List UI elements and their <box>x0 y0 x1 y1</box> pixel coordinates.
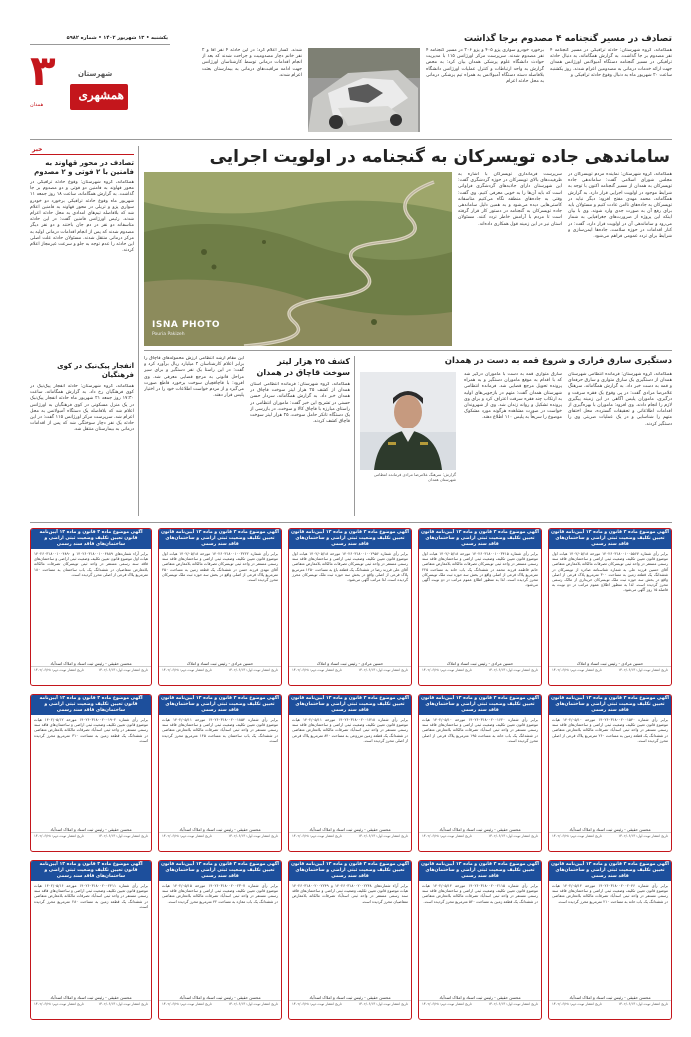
legal-notice <box>30 860 152 1020</box>
notice-date1: تاریخ انتشار نوبت اول: ۱۴۰۲/۰۶/۱۳ <box>358 668 408 672</box>
notice-heading: آگهی موضوع ماده ۳ قانون و ماده ۱۳ آیین‌نامه قانون تعیین تکلیف وضعیت ثبتی اراضی و ساختمان‌های فاقد سند رسمی <box>419 695 541 715</box>
notice-body: برابر رأی شماره ۱۴۰۲۶۰۳۱۸۰۰۲۰۰۱۵۴۰ مورخه ۱۴۰۲/۰۵/۱۰ هیات موضوع قانون تعیین تکلیف وضعیت ثبتی اراضی و ساختمان‌های فاقد سند رسمی مستقر در واحد ثبتی اسدآباد تصرفات مالکانه بلامعارض متقاضی در ششدانگ یک قطعه زمین به مساحت ۲۶۰ مترمربع پلاک فرعی از اصلی محرز گردیده است. <box>552 717 668 743</box>
notice-heading: آگهی موضوع ماده ۳ قانون و ماده ۱۳ آیین‌نامه قانون تعیین تکلیف وضعیت ثبتی اراضی و ساختمان‌های فاقد سند رسمی <box>419 529 541 549</box>
crash-photo <box>308 48 420 132</box>
sidebar-story2-title: انفجار پیک‌نیک در کوی فرهنگیان <box>57 362 134 379</box>
section-label: شهرستان <box>78 70 113 78</box>
legal-notice <box>30 694 152 852</box>
ads-rule <box>30 522 672 523</box>
top-story-col1: همگامانه، گروه شهرستان: حادثه ترافیکی در مسیر گنجنامه ۴ نفر مصدوم بر جا گذاشت. به گزارش همگامانه، به دنبال حادثه ترافیکی در مسیر گنجنامه دستگاه آمبولانس اورژانس همدان جهت ارائه خدمات درمانی به مصدومین اعزام شدند. روز یکشنبه ساعت ۲۰ شهریور ماه به دنبال وقوع حادثه ترافیکی و <box>550 48 672 78</box>
notice-dates <box>31 832 151 839</box>
notice-heading: آگهی موضوع ماده ۳ قانون و ماده ۱۳ آیین‌نامه قانون تعیین تکلیف وضعیت ثبتی اراضی و ساختمان‌های فاقد سند رسمی <box>159 529 281 549</box>
notice-date2: تاریخ انتشار نوبت دوم: ۱۴۰۲/۰۶/۲۸ <box>162 668 212 672</box>
notice-date1: تاریخ انتشار نوبت اول: ۱۴۰۲/۰۶/۱۳ <box>98 834 148 838</box>
notice-date1: تاریخ انتشار نوبت اول: ۱۴۰۲/۰۶/۱۳ <box>488 1002 538 1006</box>
legal-notice <box>418 694 542 852</box>
legal-notice <box>418 860 542 1020</box>
fuel-story <box>144 356 350 516</box>
logo-sub: همدان <box>30 102 44 108</box>
notice-body: برابر رأی شماره ۱۴۰۲۶۰۳۱۸۰۰۲۰۰۲۳۰۷ مورخه ۱۴۰۲/۰۵/۱۵ هیات موضوع قانون تعیین تکلیف وضعیت ثبتی اراضی و ساختمان‌های فاقد سند رسمی مستقر در واحد ثبتی اسدآباد تصرفات مالکانه بلامعارض متقاضی در ششدانگ یک باب مغازه به مساحت ۴۲ مترمربع محرز گردیده است. <box>162 883 278 904</box>
legal-notice <box>158 860 282 1020</box>
notice-heading: آگهی موضوع ماده ۳ قانون و ماده ۱۳ آیین‌نامه قانون تعیین تکلیف وضعیت ثبتی اراضی و ساختمان‌های فاقد سند رسمی <box>159 695 281 715</box>
arrest-story <box>360 356 672 516</box>
notice-signature: محسن حقیقی - رئیس ثبت اسناد و املاک اسدآباد <box>50 995 132 1000</box>
logo-text: همشهری <box>78 88 124 102</box>
notice-dates <box>289 666 411 673</box>
notice-dates <box>549 666 671 673</box>
lead-col2: سرپرست فرمانداری تویسرکان با اشاره به ظرفیت‌های بالای تویسرکان در حوزه گردشگری گفت: این شهرستان دارای جاذبه‌های گردشگری فراوانی است که باید آن‌ها را به خوبی معرفی کنیم. وی گفت: وقتی به جاده‌های منطقه نگاه می‌کنیم متاسفانه کاستی‌هایی دیده می‌شود و به همین دلیل ساماندهی جاده تویسرکان به گنجنامه در دستور کار قرار گرفته است تا مردم با آرامش خاطر تردد کنند. مسئولان استان نیز در این زمینه قول همکاری داده‌اند. <box>458 172 562 227</box>
legal-notice <box>288 860 412 1020</box>
notice-dates <box>419 666 541 673</box>
notice-date1: تاریخ انتشار نوبت اول: ۱۴۰۲/۰۶/۱۳ <box>228 668 278 672</box>
notice-dates <box>159 666 281 673</box>
legal-notice <box>418 528 542 686</box>
notice-heading: آگهی موضوع ماده ۳ قانون و ماده ۱۳ آیین‌نامه قانون تعیین تکلیف وضعیت ثبتی اراضی و ساختمان‌های فاقد سند رسمی <box>289 861 411 881</box>
notice-date2: تاریخ انتشار نوبت دوم: ۱۴۰۲/۰۶/۲۸ <box>422 1002 472 1006</box>
notice-dates <box>419 832 541 839</box>
legal-notice <box>158 528 282 686</box>
notice-body: برابر رأی شماره ۱۴۰۲۶۰۳۱۸۰۰۲۰۰۱۹۰۲ مورخه ۱۴۰۲/۰۵/۱۲ هیات موضوع قانون تعیین تکلیف وضعیت ثبتی اراضی و ساختمان‌های فاقد سند رسمی مستقر در واحد ثبتی اسدآباد تصرفات مالکانه بلامعارض متقاضی در ششدانگ یک قطعه زمین به مساحت ۳۱۰ مترمربع محرز گردیده است. <box>34 717 148 743</box>
legal-notice <box>30 528 152 686</box>
notice-signature: محسن حقیقی - رئیس ثبت اسناد و املاک اسدآباد <box>569 995 651 1000</box>
notice-date1: تاریخ انتشار نوبت اول: ۱۴۰۲/۰۶/۱۳ <box>488 668 538 672</box>
legal-notice <box>288 694 412 852</box>
fuel-text1: همگامانه، گروه شهرستان: فرمانده انتظامی استان همدان از کشف ۲۵ هزار لیتر سوخت قاچاق در همدان خبر داد. به گزارش همگامانه، سردار حسن حسنی در تشریح این خبر گفت: ماموران انتظامی در راستای مبارزه با قاچاق کالا و سوخت، در بازرسی از یک دستگاه تانکر حامل سوخت، ۲۵ هزار لیتر سوخت قاچاق کشف کردند. <box>250 382 350 425</box>
notice-signature: محسن حقیقی - رئیس ثبت اسناد و املاک اسدآباد <box>569 827 651 832</box>
sidebar-divider <box>138 146 139 516</box>
top-story-col3: شدند. گسار اعلام کرد: در این حادثه ۴ نفر آقا و ۲ نفر خانم دچار مصدومیت و جراحت شدند که بعد از انجام اقدامات درمانی توسط کارشناسان اورژانس جهت ادامه مراقبت‌های درمانی به بیمارستان بعثت اعزام شدند. <box>202 48 302 78</box>
notice-body: برابر آراء شماره‌های ۱۴۰۲۶۰۳۱۸۰۰۲۰۰۲۲۴۸ و ۱۴۰۲۶۰۳۱۸۰۰۲۰۰۲۲۴۹ هیات موضوع قانون تعیین تکلیف وضعیت ثبتی اراضی و ساختمان‌های فاقد سند رسمی مستقر در واحد ثبتی اسدآباد تصرفات مالکانه بلامعارض متقاضیان محرز گردیده است. <box>292 883 408 904</box>
notice-date1: تاریخ انتشار نوبت اول: ۱۴۰۲/۰۶/۱۳ <box>228 834 278 838</box>
notice-heading: آگهی موضوع ماده ۳ قانون و ماده ۱۳ آیین‌نامه قانون تعیین تکلیف وضعیت ثبتی اراضی و ساختمان‌های فاقد سند رسمی <box>549 861 671 881</box>
arrest-divider <box>354 356 355 516</box>
notice-signature: محسن حقیقی - رئیس ثبت اسناد و املاک اسدآباد <box>50 827 132 832</box>
crash-photo-image <box>308 48 420 132</box>
notice-date2: تاریخ انتشار نوبت دوم: ۱۴۰۲/۰۶/۲۸ <box>162 1002 212 1006</box>
notice-date2: تاریخ انتشار نوبت دوم: ۱۴۰۲/۰۶/۲۸ <box>552 668 602 672</box>
sidebar-tag-label: خبر <box>32 146 43 153</box>
notice-heading: آگهی موضوع ماده ۳ قانون و ماده ۱۳ آیین‌نامه قانون تعیین تکلیف وضعیت ثبتی اراضی و ساختمان‌های فاقد سند رسمی <box>159 861 281 881</box>
notice-date1: تاریخ انتشار نوبت اول: ۱۴۰۲/۰۶/۱۳ <box>618 1002 668 1006</box>
arrest-title: دستگیری سارق فراری و شروع قمه به دست در همدان <box>444 356 672 366</box>
notice-dates <box>549 832 671 839</box>
officer-photo-image <box>360 372 456 470</box>
notice-body: برابر رأی شماره ۱۴۰۲۶۰۳۱۸۰۰۲۰۰۱۷۱۸ مورخه ۱۴۰۲/۰۵/۱۱ هیات موضوع قانون تعیین تکلیف وضعیت ثبتی اراضی و ساختمان‌های فاقد سند رسمی مستقر در واحد ثبتی اسدآباد تصرفات مالکانه بلامعارض متقاضی در ششدانگ یک قطعه زمین مزروعی به مساحت ۸۴۰ مترمربع پلاک فرعی از اصلی محرز گردیده است. <box>292 717 408 743</box>
notice-date1: تاریخ انتشار نوبت اول: ۱۴۰۲/۰۶/۱۳ <box>98 1002 148 1006</box>
notice-signature: محسن حقیقی - رئیس ثبت اسناد و املاک اسدآباد <box>50 661 132 666</box>
notice-heading: آگهی موضوع ماده ۳ قانون و ماده ۱۳ آیین‌نامه قانون تعیین تکلیف وضعیت ثبتی اراضی و ساختمان‌های فاقد سند رسمی <box>31 529 151 549</box>
sidebar-tag <box>30 146 134 155</box>
arrest-text2: سارق متواری قمه به دست با ماموران درگیر شد که با اقدام به موقع ماموران دستگیر و به همراه پرونده تحویل مرجع قضایی شد. فرمانده انتظامی شهرستان همدان گفت: متهم در بازجویی‌های اولیه به ارتکاب چند فقره سرقت اعتراف کرد و برای وی پرونده تشکیل و روانه زندان شد. وی از شهروندان خواست در صورت مشاهده هرگونه مورد مشکوک موضوع را سریعاً به پلیس ۱۱۰ اطلاع دهند. <box>464 372 562 421</box>
notice-body: برابر رأی شماره ۱۴۰۲۶۰۳۱۸۰۰۱۰۰۵۵۶۷ مورخه ۱۴۰۲/۰۵/۱۸ هیات اول موضوع قانون تعیین تکلیف وضعیت ثبتی اراضی و ساختمان‌های فاقد سند رسمی مستقر در واحد ثبتی تویسرکان تصرفات مالکانه بلامعارض متقاضی آقای حسین فرزند علی به شماره شناسنامه صادره از تویسرکان در ششدانگ یک قطعه زمین به مساحت ۳۰۰ مترمربع پلاک فرعی از اصلی واقع در بخش سه حوزه ثبت ملک تویسرکان خریداری از مالک رسمی محرز گردیده است. لذا به منظور اطلاع عموم مراتب در دو نوبت به فاصله ۱۵ روز آگهی می‌شود. <box>552 551 669 593</box>
notice-dates <box>31 666 151 673</box>
logo <box>70 84 128 110</box>
masthead-rule <box>30 139 672 140</box>
notice-heading: آگهی موضوع ماده ۳ قانون و ماده ۱۳ آیین‌نامه قانون تعیین تکلیف وضعیت ثبتی اراضی و ساختمان‌های فاقد سند رسمی <box>31 861 151 881</box>
notice-heading: آگهی موضوع ماده ۳ قانون و ماده ۱۳ آیین‌نامه قانون تعیین تکلیف وضعیت ثبتی اراضی و ساختمان‌های فاقد سند رسمی <box>289 529 411 549</box>
lead-story <box>144 146 672 346</box>
notice-heading: آگهی موضوع ماده ۳ قانون و ماده ۱۳ آیین‌نامه قانون تعیین تکلیف وضعیت ثبتی اراضی و ساختمان‌های فاقد سند رسمی <box>549 529 671 549</box>
notice-dates <box>419 1000 541 1007</box>
notice-date1: تاریخ انتشار نوبت اول: ۱۴۰۲/۰۶/۱۳ <box>488 834 538 838</box>
legal-notice <box>288 528 412 686</box>
notice-body: برابر رأی شماره ۱۴۰۲۶۰۳۱۸۰۰۲۰۰۲۱۱۵ مورخه ۱۴۰۲/۰۵/۱۴ هیات موضوع قانون تعیین تکلیف وضعیت ثبتی اراضی و ساختمان‌های فاقد سند رسمی مستقر در واحد ثبتی اسدآباد تصرفات مالکانه بلامعارض متقاضی در ششدانگ یک قطعه زمین به مساحت ۵۲۰ مترمربع محرز گردیده است. <box>422 883 538 904</box>
notice-signature: حسین مرادی - رئیس ثبت اسناد و املاک <box>186 661 254 666</box>
photo-credit: Pouria Pakizeh <box>152 332 185 337</box>
arrest-text1: همگامانه، گروه شهرستان: فرمانده انتظامی شهرستان همدان از دستگیری یک سارق متواری و سارق حرفه‌ای و قمه به دست خبر داد. به گزارش همگامانه، سرهنگ غلامرضا مرادی گفت: در پی وقوع یک فقره سرقت و درگیری، ماموران پلیس آگاهی در این زمینه پیگیری لازم را انجام دادند. وی افزود: ماموران با بهره‌گیری از اقدامات اطلاعاتی و تحقیقات گسترده، محل اختفای متهم را شناسایی و در یک عملیات ضربتی وی را دستگیر کردند. <box>568 372 672 427</box>
notice-body: برابر رأی شماره ۱۴۰۲۶۰۳۱۸۰۰۲۰۰۲۰۴۶ مورخه ۱۴۰۲/۰۵/۱۴ هیات موضوع قانون تعیین تکلیف وضعیت ثبتی اراضی و ساختمان‌های فاقد سند رسمی مستقر در واحد ثبتی اسدآباد تصرفات مالکانه بلامعارض متقاضی در ششدانگ یک باب خانه به مساحت ۲۱۰ مترمربع محرز گردیده است. <box>552 883 668 904</box>
notice-date1: تاریخ انتشار نوبت اول: ۱۴۰۲/۰۶/۱۳ <box>358 834 408 838</box>
lead-title: ساماندهی جاده تویسرکان به گنجنامه در اولویت اجرایی <box>209 147 670 167</box>
notice-body: برابر رأی شماره ۱۴۰۲۶۰۳۱۸۰۰۲۰۰۱۶۲۰ مورخه ۱۴۰۲/۰۵/۱۰ هیات موضوع قانون تعیین تکلیف وضعیت ثبتی اراضی و ساختمان‌های فاقد سند رسمی مستقر در واحد ثبتی اسدآباد تصرفات مالکانه بلامعارض متقاضی در ششدانگ یک باب خانه به مساحت ۱۹۵ مترمربع پلاک فرعی از اصلی محرز گردیده است. <box>422 717 538 743</box>
sidebar <box>30 146 134 516</box>
notice-body: برابر رأی شماره ۱۴۰۲۶۰۳۱۸۰۰۲۰۰۱۸۵۴ مورخه ۱۴۰۲/۰۵/۱۱ هیات موضوع قانون تعیین تکلیف وضعیت ثبتی اراضی و ساختمان‌های فاقد سند رسمی مستقر در واحد ثبتی اسدآباد تصرفات مالکانه بلامعارض متقاضی در ششدانگ یک باب ساختمان به مساحت ۱۴۵ مترمربع محرز گردیده است. <box>162 717 278 743</box>
sidebar-story1-title: تصادف در محور قهاوند به فامنین با ۲ فوتی و ۲ مصدوم <box>34 159 134 176</box>
sidebar-story1-text: همگامانه، گروه شهرستان: وقوع حادثه ترافیکی در محور قهاوند به فامنین دو فوتی و دو مصدوم بر جا گذاشت. به گزارش همگامانه، ساعت ۱۸ روز جمعه ۱۱ شهریور ماه وقوع حادثه ترافیکی برخورد دو خودرو سواری پژو و تریلی در محور قهاوند به فامنین اعلام شد که بلافاصله تیم‌های امدادی به محل حادثه اعزام شدند. رئیس اورژانس فامنین گفت: در این حادثه متاسفانه دو نفر در دم جان باختند و دو نفر دیگر مصدوم شدند که پس از انجام اقدامات درمانی اولیه به مرکز درمانی منتقل شدند. مسئولان حادثه علت اصلی این حادثه را عدم توجه به جلو و سرعت غیرمجاز اعلام کردند. <box>30 180 134 254</box>
notice-date1: تاریخ انتشار نوبت اول: ۱۴۰۲/۰۶/۱۳ <box>358 1002 408 1006</box>
notice-date2: تاریخ انتشار نوبت دوم: ۱۴۰۲/۰۶/۲۸ <box>292 834 342 838</box>
notice-date2: تاریخ انتشار نوبت دوم: ۱۴۰۲/۰۶/۲۸ <box>34 1002 84 1006</box>
notice-date1: تاریخ انتشار نوبت اول: ۱۴۰۲/۰۶/۱۳ <box>228 1002 278 1006</box>
notice-heading: آگهی موضوع ماده ۳ قانون و ماده ۱۳ آیین‌نامه قانون تعیین تکلیف وضعیت ثبتی اراضی و ساختمان‌های فاقد سند رسمی <box>419 861 541 881</box>
notice-body: برابر آراء شماره‌های ۱۴۰۲۶۰۳۱۸۰۰۱۰۰۴۸۸۹ و ۱۴۰۲۶۰۳۱۸۰۰۱۰۰۴۸۹۰ هیات اول موضوع قانون تعیین تکلیف وضعیت ثبتی اراضی و ساختمان‌های فاقد سند رسمی مستقر در واحد ثبتی تویسرکان تصرفات مالکانه بلامعارض متقاضیان در ششدانگ یک باب ساختمان به مساحت ۱۸۰ مترمربع پلاک فرعی از اصلی محرز گردیده است. <box>34 551 148 577</box>
notice-date2: تاریخ انتشار نوبت دوم: ۱۴۰۲/۰۶/۲۸ <box>422 834 472 838</box>
notice-date1: تاریخ انتشار نوبت اول: ۱۴۰۲/۰۶/۱۳ <box>98 668 148 672</box>
date-line: یکشنبه • ۱۳ شهریور ۱۴۰۲ • شماره ۵۹۸۲ <box>66 35 168 41</box>
notice-date2: تاریخ انتشار نوبت دوم: ۱۴۰۲/۰۶/۲۸ <box>552 1002 602 1006</box>
page-number: ۳ <box>30 46 56 95</box>
top-story-title: تصادف در مسیر گنجنامه ۴ مصدوم برجا گذاشت <box>464 34 672 44</box>
notice-dates <box>31 1000 151 1007</box>
officer-photo <box>360 372 456 470</box>
notice-signature: حسین مرادی - رئیس ثبت اسناد و املاک <box>446 661 514 666</box>
photo-watermark: ISNA PHOTO <box>152 320 221 330</box>
legal-notice <box>158 694 282 852</box>
notice-signature: محسن حقیقی - رئیس ثبت اسناد و املاک اسدآباد <box>309 995 391 1000</box>
officer-caption: گزارش: سرهنگ غلامرضا مرادی فرمانده انتظامی شهرستان همدان <box>373 472 456 482</box>
top-story-col2: برخورد خودرو سواری پژو ۴۰۵ و پژو ۲۰۶ در مسیر گنجنامه ۴ نفر مصدوم شدند. سرپرست مرکز اورژانس ۱۱۵ با مدیریت حوادث دانشگاه علوم پزشکی همدان بیان کرد: به محض گزارش به واحد ارتباطات و کنترل عملیات اورژانس دانشگاه بلافاصله دسته دستگاه آمبولانس به همراه تیم پزشکی درمانی به محل حادثه اعزام <box>426 48 544 85</box>
notice-heading: آگهی موضوع ماده ۳ قانون و ماده ۱۳ آیین‌نامه قانون تعیین تکلیف وضعیت ثبتی اراضی و ساختمان‌های فاقد سند رسمی <box>289 695 411 715</box>
fuel-text2: این مقام ارشد انتظامی ارزش محموله‌های قاچاق را برابر اعلام کارشناسان ۲ میلیارد ریال برآورد کرد و گفت: در این راستا یک نفر دستگیر و برای سیر مراحل قانونی به مرجع قضایی معرفی شد. وی افزود: با قاچاقچیان سوخت برخورد قاطع صورت می‌گیرد و از مردم خواست اطلاعات خود را در اختیار پلیس قرار دهند. <box>144 356 244 399</box>
notice-signature: محسن حقیقی - رئیس ثبت اسناد و املاک اسدآباد <box>309 827 391 832</box>
notice-date2: تاریخ انتشار نوبت دوم: ۱۴۰۲/۰۶/۲۸ <box>34 668 84 672</box>
lead-rule <box>144 350 672 351</box>
notice-date2: تاریخ انتشار نوبت دوم: ۱۴۰۲/۰۶/۲۸ <box>34 834 84 838</box>
notice-date2: تاریخ انتشار نوبت دوم: ۱۴۰۲/۰۶/۲۸ <box>552 834 602 838</box>
notice-date2: تاریخ انتشار نوبت دوم: ۱۴۰۲/۰۶/۲۸ <box>292 668 342 672</box>
notice-signature: حسین مرادی - رئیس ثبت اسناد و املاک <box>316 661 384 666</box>
notice-signature: محسن حقیقی - رئیس ثبت اسناد و املاک اسدآباد <box>179 995 261 1000</box>
notice-heading: آگهی موضوع ماده ۳ قانون و ماده ۱۳ آیین‌نامه قانون تعیین تکلیف وضعیت ثبتی اراضی و ساختمان‌های فاقد سند رسمی <box>31 695 151 715</box>
notice-body: برابر رأی شماره ۱۴۰۲۶۰۳۱۸۰۰۱۰۰۳۲۲۲ مورخه ۱۴۰۲/۰۵/۱۸ هیات اول موضوع قانون تعیین تکلیف وضعیت ثبتی اراضی و ساختمان‌های فاقد سند رسمی مستقر در واحد ثبتی تویسرکان تصرفات مالکانه بلامعارض متقاضی آقای مهدی فرزند حسن در ششدانگ یک قطعه زمین به مساحت ۴۵۰ مترمربع پلاک فرعی از اصلی واقع در بخش سه حوزه ثبت ملک تویسرکان محرز گردیده است. <box>162 551 278 583</box>
notice-signature: محسن حقیقی - رئیس ثبت اسناد و املاک اسدآباد <box>439 995 521 1000</box>
logo-block <box>30 46 130 114</box>
notice-date1: تاریخ انتشار نوبت اول: ۱۴۰۲/۰۶/۱۳ <box>618 834 668 838</box>
notice-body: برابر رأی شماره ۱۴۰۲۶۰۳۱۸۰۰۱۰۰۲۹۵۶ مورخه ۱۴۰۲/۰۵/۱۸ هیات اول موضوع قانون تعیین تکلیف وضعیت ثبتی اراضی و ساختمان‌های فاقد سند رسمی مستقر در واحد ثبتی تویسرکان تصرفات مالکانه بلامعارض متقاضی آقای علی فرزند رضا در ششدانگ یک قطعه باغ به مساحت ۱۲۵۰ مترمربع پلاک فرعی از اصلی واقع در بخش سه حوزه ثبت ملک تویسرکان محرز گردیده است. لذا مراتب آگهی می‌شود. <box>292 551 408 583</box>
fuel-title: کشف ۲۵ هزار لیتر سوخت قاچاق در همدان <box>256 357 350 377</box>
notice-body: برابر رأی شماره ۱۴۰۲۶۰۳۱۸۰۰۱۰۰۳۴۱۵ مورخه ۱۴۰۲/۰۵/۱۸ هیات اول موضوع قانون تعیین تکلیف وضعیت ثبتی اراضی و ساختمان‌های فاقد سند رسمی مستقر در واحد ثبتی تویسرکان تصرفات مالکانه بلامعارض متقاضی خانم فاطمه فرزند محمد در ششدانگ یک باب خانه به مساحت ۲۲۵ مترمربع پلاک فرعی از اصلی واقع در بخش سه حوزه ثبت ملک تویسرکان محرز گردیده است. لذا به منظور اطلاع عموم مراتب در دو نوبت آگهی می‌شود. <box>422 551 538 588</box>
top-story <box>140 34 672 134</box>
notice-date1: تاریخ انتشار نوبت اول: ۱۴۰۲/۰۶/۱۳ <box>618 668 668 672</box>
legal-notice <box>548 860 672 1020</box>
notice-date2: تاریخ انتشار نوبت دوم: ۱۴۰۲/۰۶/۲۸ <box>422 668 472 672</box>
notice-signature: محسن حقیقی - رئیس ثبت اسناد و املاک اسدآباد <box>179 827 261 832</box>
notice-body: برابر رأی شماره ۱۴۰۲۶۰۳۱۸۰۰۲۰۰۲۴۱۱ مورخه ۱۴۰۲/۰۵/۱۶ هیات موضوع قانون تعیین تکلیف وضعیت ثبتی اراضی و ساختمان‌های فاقد سند رسمی مستقر در واحد ثبتی اسدآباد تصرفات مالکانه بلامعارض متقاضی در ششدانگ یک قطعه زمین به مساحت ۲۸۰ مترمربع محرز گردیده است. <box>34 883 148 909</box>
notice-dates <box>289 1000 411 1007</box>
notice-heading: آگهی موضوع ماده ۳ قانون و ماده ۱۳ آیین‌نامه قانون تعیین تکلیف وضعیت ثبتی اراضی و ساختمان‌های فاقد سند رسمی <box>549 695 671 715</box>
notice-date2: تاریخ انتشار نوبت دوم: ۱۴۰۲/۰۶/۲۸ <box>292 1002 342 1006</box>
ads-grid <box>30 528 672 1028</box>
notice-date2: تاریخ انتشار نوبت دوم: ۱۴۰۲/۰۶/۲۸ <box>162 834 212 838</box>
sidebar-story2-text: همگامانه، گروه شهرستان: حادثه انفجار پیک‌نیک در کوی فرهنگیان رخ داد. به گزارش همگامانه، ساعت ۱۷:۳۰ روز جمعه ۲۱ شهریور ماه حادثه انفجار پیک‌نیک در یک منزل مسکونی در کوی فرهنگیان به اورژانس اعلام شد که بلافاصله یک دستگاه آمبولانس به محل اعزام شد. سرپرست مرکز اورژانس ۱۱۵ گفت: در این حادثه یک نفر دچار سوختگی شد که پس از اقدامات درمانی به بیمارستان منتقل شد. <box>30 384 134 433</box>
lead-col1: همگامانه، گروه شهرستان: نماینده مردم تویسرکان در مجلس شورای اسلامی گفت: ساماندهی جاده تویسرکان به همدان از مسیر گنجنامه اکنون با توجه به شرایط موجود در اولویت اجرایی قرار دارد. به گزارش همگامانه، محمد مهدی مفتح افزود: دیگر نباید در تویسرکان به جاده‌های ناامن عادت کنیم و مسئولان باید برای رفع آن به صورت جدی وارد شوند. وی با بیان اینکه این پروژه از ضرورت‌های جغرافیایی به شمار می‌رود و ساماندهی آن در اولویت قرار دارد، گفت: در کنار اقدامات در حوزه سلامت، جاده‌ها ایمن‌سازی و شرایط برای تردد عمومی فراهم می‌شود. <box>568 172 672 240</box>
notice-dates <box>159 832 281 839</box>
notice-dates <box>159 1000 281 1007</box>
notice-dates <box>289 832 411 839</box>
legal-notice <box>548 528 672 686</box>
notice-signature: محسن حقیقی - رئیس ثبت اسناد و املاک اسدآباد <box>439 827 521 832</box>
masthead <box>0 0 691 142</box>
notice-dates <box>549 1000 671 1007</box>
road-photo <box>144 172 452 346</box>
notice-signature: حسین مرادی - رئیس ثبت اسناد و املاک <box>576 661 644 666</box>
legal-notice <box>548 694 672 852</box>
